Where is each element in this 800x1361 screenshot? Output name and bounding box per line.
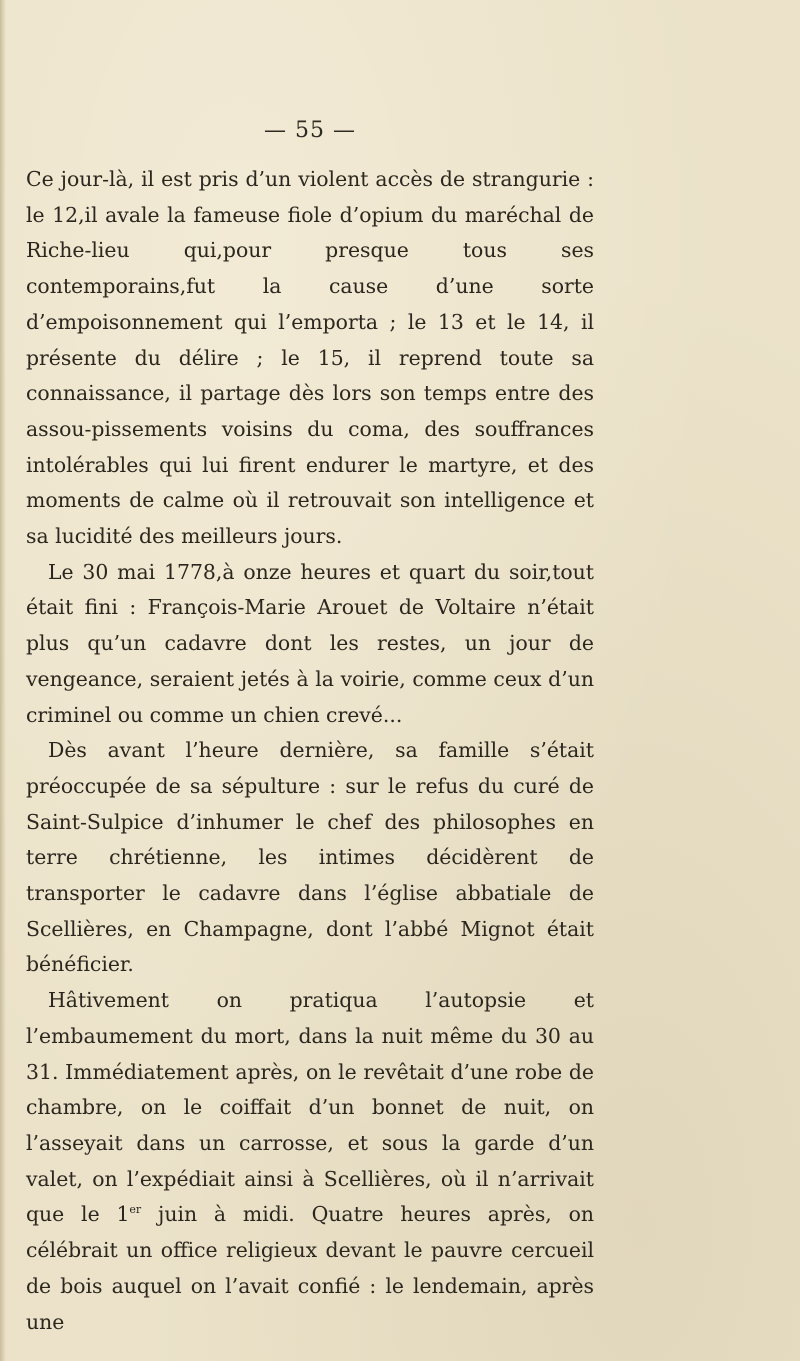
body-text [26,162,594,1340]
paragraph-1: Ce jour-là, il est pris d’un violent accès de strangurie : le 12,il avale la fameuse fiole d’opium du maréchal de Riche-lieu qui,pour presque tous ses contemporains,fut la cause d’une sorte d’empoisonnement qui l’emporta ; le 13 et le 14, il présente du délire ; le 15, il reprend toute sa connaissance, il partage dès lors son temps entre des assou-pissements voisins du coma, des souffrances intolérables qui lui firent endurer le martyre, et des moments de calme où il retrouvait son intelligence et sa lucidité des meilleurs jours. [26,167,594,549]
ordinal-superscript: er [129,1203,142,1217]
paragraph-4-part-1: Hâtivement on pratiqua l’autopsie et l’embaumement du mort, dans la nuit même du 30 au 31. Immédiatement après, on le revêtait d’une robe de chambre, on le coiffait d’un bonnet de nuit, on l’asseyait dans un carrosse, et sous la garde d’un valet, on l’expédiait ainsi à Scellières, où il n’arrivait que le 1 [26,988,594,1227]
paragraph-4-part-2: juin à midi. Quatre heures après, on célébrait un office religieux devant le pauvre cercueil de bois auquel on l’avait confié : le lendemain, après une [26,1202,594,1334]
paragraph-2: Le 30 mai 1778,à onze heures et quart du soir,tout était fini : François-Marie Arouet de Voltaire n’était plus qu’un cadavre dont les restes, un jour de vengeance, seraient jetés à la voirie, comme ceux d’un criminel ou comme un chien crevé... [26,559,594,727]
paragraph-3: Dès avant l’heure dernière, sa famille s’était préoccupée de sa sépulture : sur le refus du curé de Saint-Sulpice d’inhumer le chef des philosophes en terre chrétienne, les intimes décidèrent de transporter le cadavre dans l’église abbatiale de Scellières, en Champagne, dont l’abbé Mignot était bénéficier. [26,738,594,977]
paragraph-4 [26,983,594,1340]
page-edge-shadow [0,0,6,1361]
page-number: — 55 — [264,118,356,143]
